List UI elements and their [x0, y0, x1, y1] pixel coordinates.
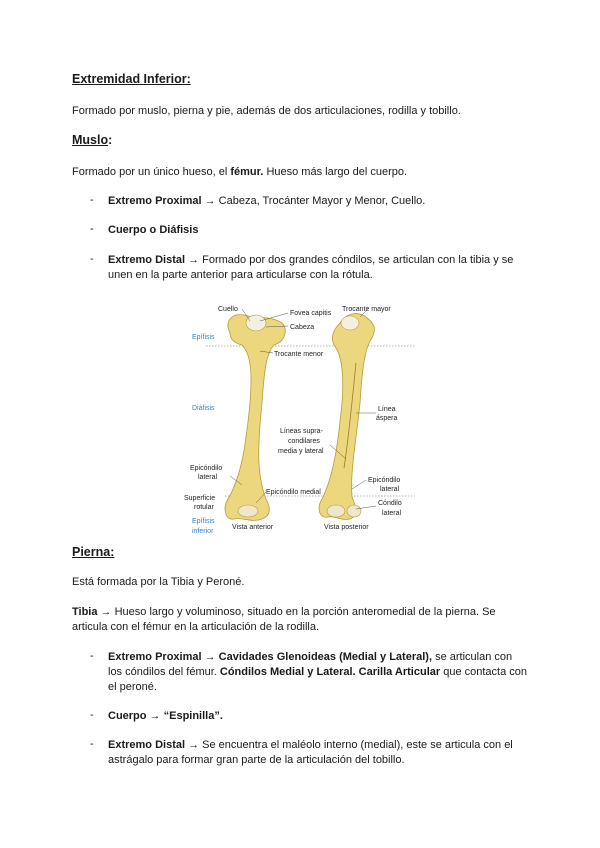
item-text-2: que contacta con el peroné. [108, 666, 527, 693]
muslo-intro-pre: Formado por un único hueso, el [72, 166, 231, 178]
bullet-dash: - [90, 709, 94, 721]
muslo-intro-post: Hueso más largo del cuerpo. [263, 166, 408, 178]
pierna-intro: Está formada por la Tibia y Peroné. [72, 576, 245, 588]
muslo-intro [72, 165, 407, 180]
item-bold: Cuerpo o Diáfisis [108, 224, 199, 236]
femur-figure [170, 293, 430, 538]
label-rotular: rotular [194, 504, 214, 511]
item-bold: Cuerpo → “Espinilla”. [108, 710, 223, 722]
item-bold-2: Cóndilos Medial y Lateral. Carilla Articular [219, 666, 441, 678]
bullet-dash: - [90, 650, 94, 662]
label-condilares: condilares [288, 438, 320, 445]
label-epifisis: Epífisis [192, 334, 215, 341]
label-vista-posterior: Vista posterior [324, 524, 369, 531]
label-cabeza: Cabeza [290, 324, 315, 331]
label-epicondilo-right: Epicóndilo [368, 477, 401, 484]
label-epicondilo-left: Epicóndilo [190, 465, 223, 472]
label-epifisis-inferior: Epífisis [192, 518, 215, 525]
label-epicondilo-right-2: lateral [380, 486, 400, 493]
label-cuello: Cuello [218, 306, 238, 313]
muslo-item-cuerpo [108, 223, 528, 238]
item-bold: Extremo Proximal → Cavidades Glenoideas (Medial y Lateral), [108, 651, 433, 663]
label-superficie: Superficie [184, 495, 216, 502]
item-text: se articulan con los cóndilos del fémur. [108, 651, 513, 678]
pierna-item-cuerpo [108, 709, 528, 724]
item-bold: Extremo Distal [108, 254, 186, 266]
label-trocante-menor: Trocante menor [274, 351, 324, 358]
section-heading-extremidad: Extremidad Inferior: [72, 72, 191, 86]
pierna-item-distal [108, 738, 528, 768]
pierna-item-proximal [108, 650, 528, 695]
label-epicondilo-medial: Epicóndilo medial [266, 489, 321, 496]
label-condilo: Cóndilo [378, 500, 402, 507]
label-vista-anterior: Vista anterior [232, 524, 274, 531]
label-inferior: inferior [192, 528, 214, 535]
bullet-dash: - [90, 194, 94, 206]
bullet-dash: - [90, 253, 94, 265]
item-bold: Extremo Distal [108, 739, 186, 751]
label-epicondilo-left-2: lateral [198, 474, 218, 481]
section-heading-pierna: Pierna: [72, 545, 115, 559]
label-diafisis: Diáfisis [192, 405, 215, 412]
label-trocante-mayor: Trocante mayor [342, 306, 391, 313]
label-media-lateral: media y lateral [278, 448, 324, 455]
item-text: → Cabeza, Trocánter Mayor y Menor, Cuello. [201, 195, 426, 207]
label-fovea-capitis: Fovea capitis [290, 310, 332, 317]
label-lineas-supra: Líneas supra- [280, 428, 323, 435]
heading-muslo-text: Muslo [72, 133, 109, 147]
section-heading-muslo [72, 133, 112, 147]
tibia-paragraph [72, 605, 532, 635]
label-aspera: áspera [376, 415, 398, 422]
tibia-bold: Tibia [72, 606, 98, 618]
femur-posterior [319, 314, 374, 520]
item-bold: Extremo Proximal [108, 195, 202, 207]
label-condilo-lateral: lateral [382, 510, 402, 517]
muslo-item-distal [108, 253, 528, 283]
muslo-item-proximal [108, 194, 528, 209]
heading-muslo-colon: : [108, 133, 113, 147]
item-text: → Se encuentra el maléolo interno (medial), este se articula con el astrágalo para formar gran parte de la articulación del tobillo. [108, 739, 513, 766]
item-text: → Formado por dos grandes cóndilos, se articulan con la tibia y se unen en la parte anterior para articularse con la rótula. [108, 254, 514, 281]
muslo-intro-bold: fémur. [230, 166, 264, 178]
section-text-extremidad: Formado por muslo, pierna y pie, además de dos articulaciones, rodilla y tobillo. [72, 105, 461, 117]
bullet-dash: - [90, 738, 94, 750]
label-linea: Línea [378, 406, 396, 413]
tibia-text: → Hueso largo y voluminoso, situado en la porción anteromedial de la pierna. Se articula con el fémur en la articulación de la rodilla. [72, 606, 496, 633]
bullet-dash: - [90, 223, 94, 235]
